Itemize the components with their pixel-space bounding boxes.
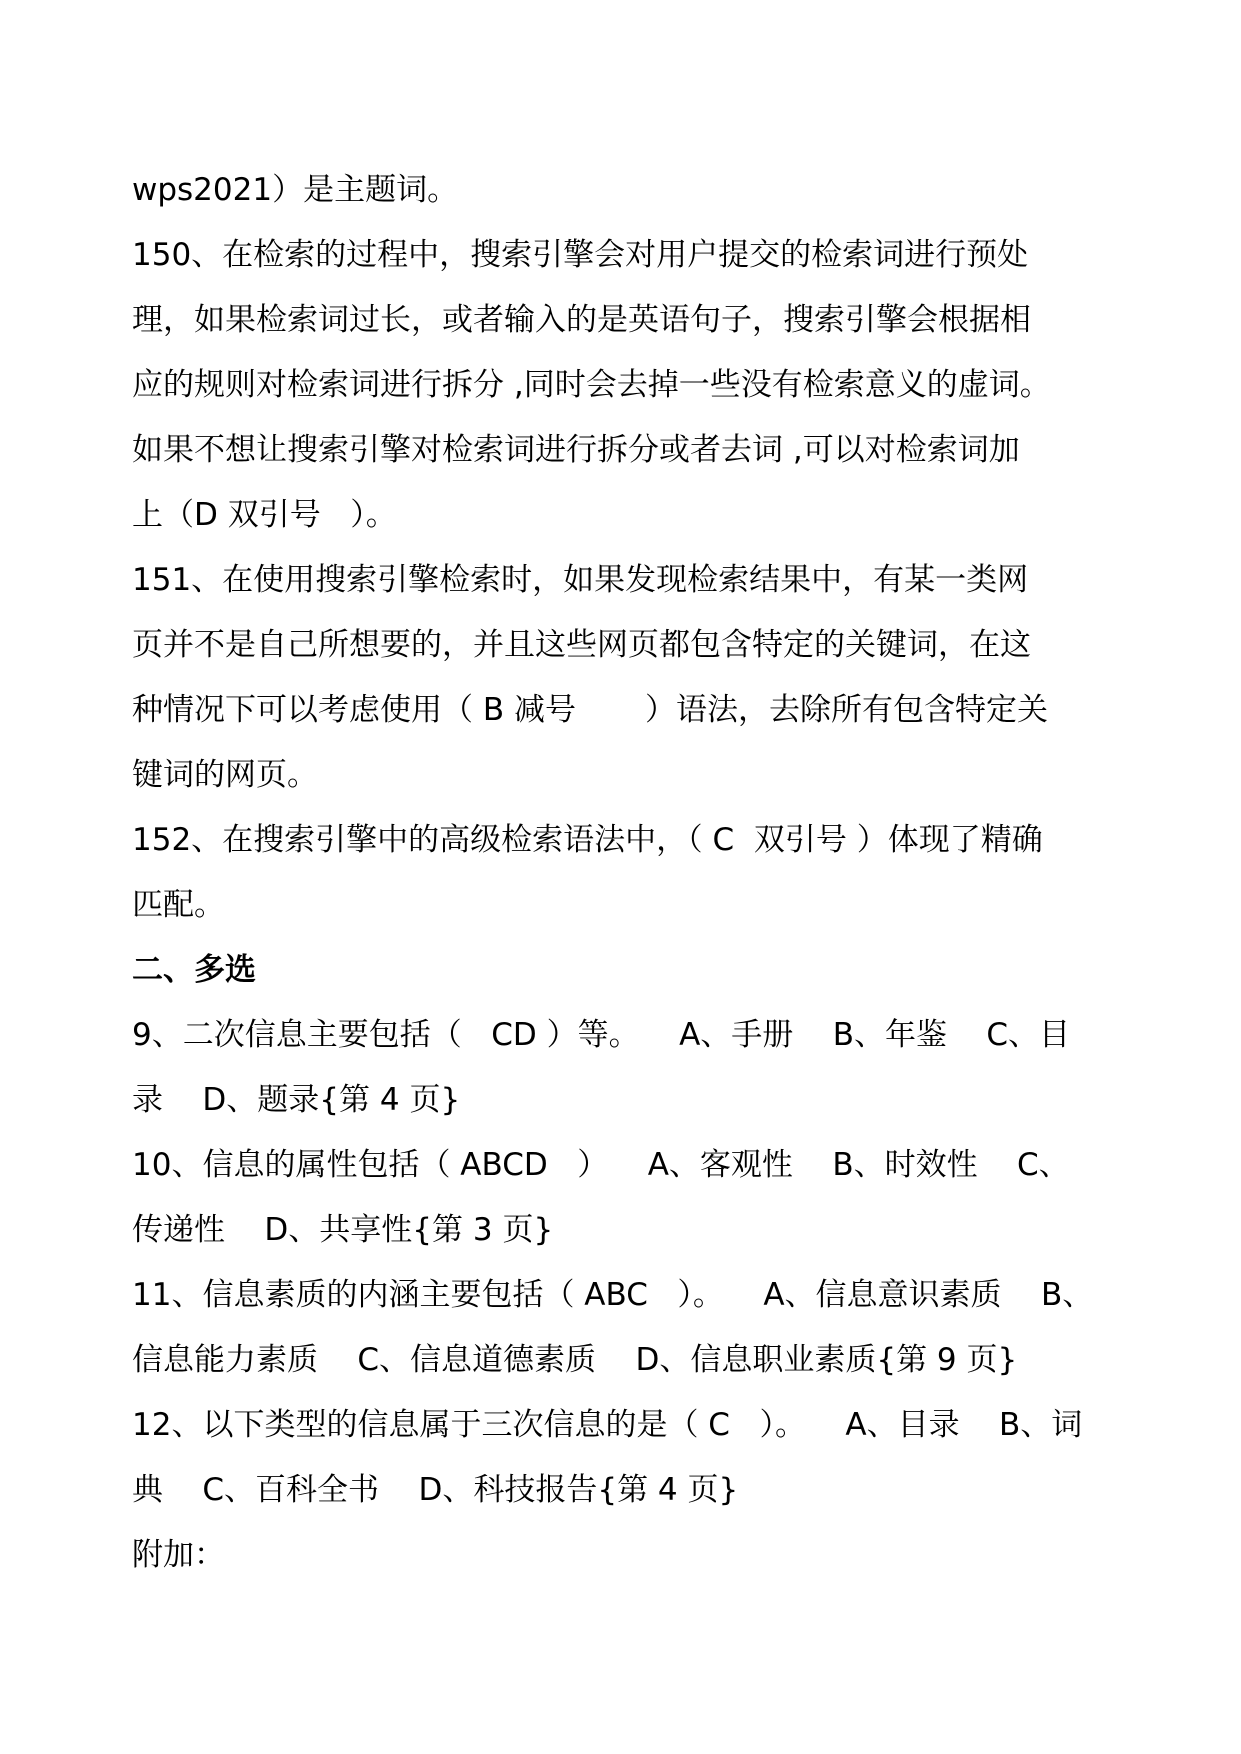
text-line-17: 传递性 D、共享性{第 3 页}	[132, 1212, 554, 1248]
text-line-5: 如果不想让搜索引擎对检索词进行拆分或者去词 ,可以对检索词加	[132, 432, 1020, 468]
text-line-4: 应的规则对检索词进行拆分 ,同时会去掉一些没有检索意义的虚词。	[132, 367, 1051, 403]
text-line-18: 11、信息素质的内涵主要包括（ ABC ）。 A、信息意识素质 B、	[132, 1277, 1094, 1313]
text-line-11: 152、在搜索引擎中的高级检索语法中，（ C 双引号 ）体现了精确	[132, 822, 1043, 858]
text-line-10: 键词的网页。	[132, 757, 318, 793]
text-line-14: 9、二次信息主要包括（ CD ）等。 A、手册 B、年鉴 C、目	[132, 1017, 1071, 1053]
text-line-9: 种情况下可以考虑使用（ B 减号 ）语法，去除所有包含特定关	[132, 692, 1048, 728]
text-line-1: wps2021）是主题词。	[132, 172, 459, 208]
text-line-16: 10、信息的属性包括（ ABCD ） A、客观性 B、时效性 C、	[132, 1147, 1070, 1183]
text-line-7: 151、在使用搜索引擎检索时，如果发现检索结果中，有某一类网	[132, 562, 1029, 598]
text-line-15: 录 D、题录{第 4 页}	[132, 1082, 461, 1118]
text-line-2: 150、在检索的过程中，搜索引擎会对用户提交的检索词进行预处	[132, 237, 1029, 273]
text-line-21: 典 C、百科全书 D、科技报告{第 4 页}	[132, 1472, 739, 1508]
text-line-12: 匹配。	[132, 887, 225, 923]
text-line-22: 附加：	[132, 1537, 225, 1573]
text-line-8: 页并不是自己所想要的，并且这些网页都包含特定的关键词，在这	[132, 627, 1031, 663]
text-line-19: 信息能力素质 C、信息道德素质 D、信息职业素质{第 9 页}	[132, 1342, 1018, 1378]
text-line-20: 12、以下类型的信息属于三次信息的是（ C ）。 A、目录 B、词	[132, 1407, 1083, 1443]
text-line-6: 上（D 双引号 ）。	[132, 497, 397, 533]
text-line-3: 理，如果检索词过长，或者输入的是英语句子，搜索引擎会根据相	[132, 302, 1031, 338]
document-body	[132, 158, 1112, 1588]
section-heading: 二、多选	[132, 952, 256, 988]
